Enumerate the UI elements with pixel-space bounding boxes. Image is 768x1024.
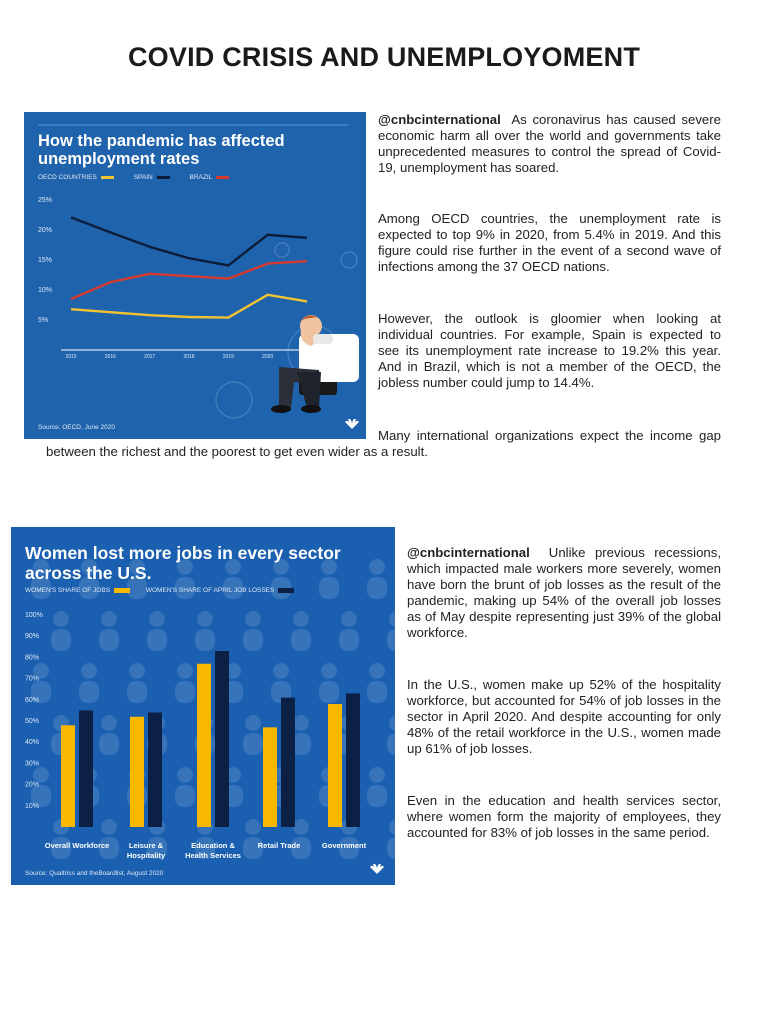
- page-title: COVID CRISIS AND UNEMPLOYOMENT: [127, 42, 641, 72]
- y-tick-label: 70%: [25, 675, 40, 683]
- x-tick-label: 2018: [183, 354, 195, 360]
- y-tick-label: 10%: [25, 802, 40, 810]
- y-tick-label: 30%: [25, 760, 40, 768]
- category-label: Education & Health Services: [185, 841, 241, 860]
- category-label: Leisure & Hospitality: [126, 841, 166, 860]
- article2-p1-text: Unlike previous recessions, which impacted male workers more severely, women have born the brunt of job losses as the result of the pandemic, making up 54% of the overall job losses as of May despite representing just 39% of the global workforce.: [407, 545, 721, 640]
- x-tick-label: 2020: [262, 354, 274, 360]
- series-line-oecd-countries: [71, 295, 307, 318]
- legend-label-spain: SPAIN: [133, 174, 153, 181]
- article1-paragraph-2: Among OECD countries, the unemployment rate is expected to top 9% in 2020, from 5.4% in 2019. And this figure could rise further in the event of a second wave of infections among the 37 OECD nations.: [378, 211, 721, 274]
- y-tick-label: 25%: [38, 197, 53, 204]
- y-tick-label: 80%: [25, 654, 40, 662]
- bar-women-jobs: [263, 727, 277, 827]
- article2-paragraph-3: Even in the education and health services sector, where women form the majority of employees, they accounted for 83% of job losses in the same period.: [407, 793, 721, 840]
- bar-women-jobs: [61, 725, 75, 827]
- article1-p1-text: As coronavirus has caused severe economic harm all over the world and governments take unprecedented measures to control the spread of Covid-19, unemployment has soared.: [378, 112, 721, 175]
- chart1-title: How the pandemic has affected unemployment rates: [38, 132, 285, 168]
- bar-women-losses: [79, 710, 93, 827]
- legend-label-brazil: BRAZIL: [189, 174, 213, 181]
- y-tick-label: 5%: [38, 317, 49, 324]
- y-tick-label: 50%: [25, 718, 40, 725]
- chart2-source: Source: Qualtrics and theBoardlist, August 2020: [25, 870, 164, 877]
- legend-swatch-spain: [157, 176, 170, 179]
- x-tick-label: 2017: [144, 354, 156, 360]
- chart1-legend: [38, 174, 235, 181]
- x-tick-label: 2019: [222, 354, 234, 360]
- bar-women-losses: [346, 693, 360, 827]
- chart2-title: Women lost more jobs in every sector across the U.S.: [25, 543, 341, 583]
- category-label: Overall Workforce: [44, 841, 110, 850]
- bar-women-jobs: [130, 717, 144, 827]
- legend-label-women-jobs: WOMEN'S SHARE OF JOBS: [25, 587, 111, 594]
- series-line-spain: [71, 217, 307, 265]
- series-line-brazil: [71, 261, 307, 299]
- y-tick-label: 20%: [25, 781, 40, 789]
- bar-women-losses: [281, 698, 295, 827]
- y-tick-label: 100%: [25, 612, 43, 619]
- category-label: Government: [321, 841, 367, 850]
- legend-swatch-women-jobs: [114, 588, 130, 593]
- nbc-peacock-icon: [369, 863, 385, 875]
- article1-paragraph-1: [378, 112, 721, 176]
- article2-handle: @cnbcinternational: [407, 545, 530, 560]
- bar-women-losses: [148, 713, 162, 827]
- y-tick-label: 10%: [38, 287, 53, 294]
- x-tick-label: 2016: [104, 354, 116, 360]
- x-tick-label: 2015: [65, 354, 77, 360]
- category-label: Retail Trade: [257, 841, 301, 850]
- legend-swatch-brazil: [216, 176, 229, 179]
- y-tick-label: 40%: [25, 739, 40, 747]
- y-tick-label: 20%: [38, 227, 53, 234]
- legend-swatch-oecd: [101, 176, 114, 179]
- chart1-source: Source: OECD, June 2020: [38, 424, 115, 431]
- worried-man-illustration: [271, 315, 359, 413]
- y-tick-label: 60%: [25, 696, 40, 704]
- y-tick-label: 15%: [38, 257, 53, 264]
- chart2-legend: [25, 587, 300, 594]
- y-tick-label: 90%: [25, 633, 40, 641]
- article2-paragraph-2: In the U.S., women make up 52% of the hospitality workforce, but accounted for 54% of job losses in the sector in April 2020. And despite accounting for only 48% of the retail workforce in the U.S., women made up 61% of job losses.: [407, 677, 721, 756]
- bar-women-losses: [215, 651, 229, 827]
- bar-women-jobs: [197, 664, 211, 827]
- article2-paragraph-1: [407, 545, 721, 641]
- legend-label-women-losses: WOMEN'S SHARE OF APRIL JOB LOSSES: [145, 587, 275, 594]
- bar-women-jobs: [328, 704, 342, 827]
- article1-handle: @cnbcinternational: [378, 112, 501, 127]
- unemployment-chart-card: [24, 112, 366, 439]
- legend-swatch-women-losses: [278, 588, 294, 593]
- legend-label-oecd: OECD COUNTRIES: [38, 174, 97, 181]
- women-jobs-chart-card: [11, 527, 395, 885]
- article1-paragraph-3: However, the outlook is gloomier when looking at individual countries. For example, Spain is expected to see its unemployment rate increase to 19.2% this year. And in Brazil, which is not a member of the OECD, the jobless number could jump to 14.4%.: [378, 311, 721, 390]
- article1-paragraph-4: Many international organizations expect the income gap between the richest and the poorest to get even wider as a result.: [46, 428, 721, 459]
